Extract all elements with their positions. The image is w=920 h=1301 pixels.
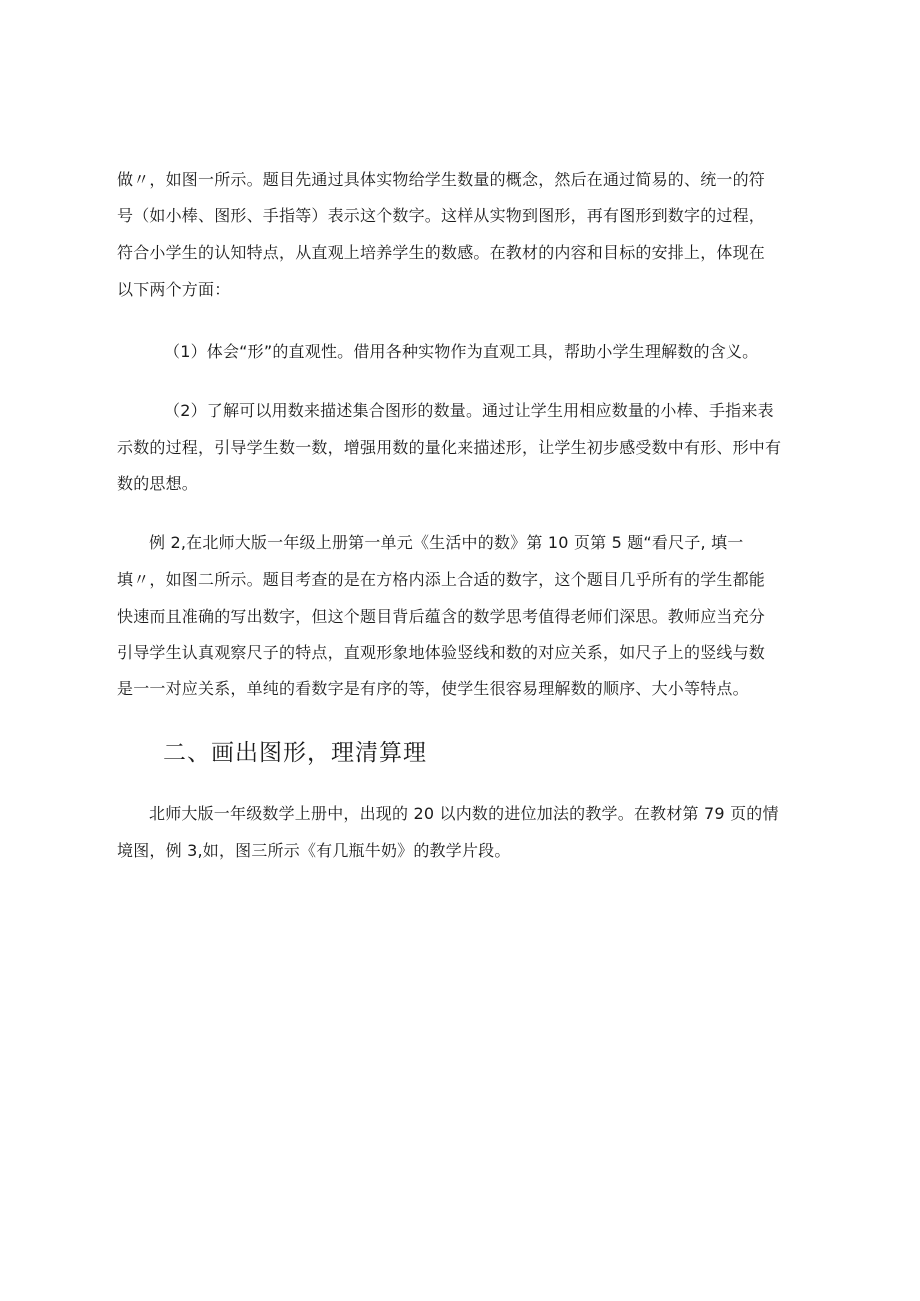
list-item-2-line-2: 示数的过程，引导学生数一数，增强用数的量化来描述形，让学生初步感受数中有形、形中有 bbox=[117, 438, 782, 457]
paragraph-1-line-1: 做〃，如图一所示。题目先通过具体实物给学生数量的概念，然后在通过简易的、统一的符 bbox=[117, 170, 766, 189]
list-item-1-line-1: （1）体会“形”的直观性。借用各种实物作为直观工具，帮助小学生理解数的含义。 bbox=[164, 342, 759, 361]
section-heading: 二、画出图形，理清算理 bbox=[163, 740, 427, 766]
paragraph-2-line-2: 填〃，如图二所示。题目考查的是在方格内添上合适的数字，这个题目几乎所有的学生都能 bbox=[117, 570, 766, 589]
paragraph-2-line-4: 引导学生认真观察尺子的特点，直观形象地体验竖线和数的对应关系，如尺子上的竖线与数 bbox=[117, 643, 766, 662]
list-item-2-line-3: 数的思想。 bbox=[117, 474, 199, 493]
paragraph-1-line-4: 以下两个方面： bbox=[117, 280, 231, 299]
paragraph-3-line-2: 境图，例 3,如，图三所示《有几瓶牛奶》的教学片段。 bbox=[117, 841, 511, 860]
list-item-2-line-1: （2）了解可以用数来描述集合图形的数量。通过让学生用相应数量的小棒、手指来表 bbox=[164, 401, 774, 420]
paragraph-2-line-1: 例 2,在北师大版一年级上册第一单元《生活中的数》第 10 页第 5 题“看尺子, 填一 bbox=[149, 533, 744, 552]
paragraph-2-line-5: 是一一对应关系，单纯的看数字是有序的等，使学生很容易理解数的顺序、大小等特点。 bbox=[117, 679, 749, 698]
paragraph-1-line-3: 符合小学生的认知特点，从直观上培养学生的数感。在教材的内容和目标的安排上，体现在 bbox=[117, 243, 766, 262]
paragraph-2-line-3: 快速而且准确的写出数字，但这个题目背后蕴含的数学思考值得老师们深思。教师应当充分 bbox=[117, 607, 766, 626]
paragraph-1-line-2: 号（如小棒、图形、手指等）表示这个数字。这样从实物到图形，再有图形到数字的过程， bbox=[117, 206, 766, 225]
paragraph-3-line-1: 北师大版一年级数学上册中，出现的 20 以内数的进位加法的教学。在教材第 79 页的情 bbox=[149, 804, 779, 823]
